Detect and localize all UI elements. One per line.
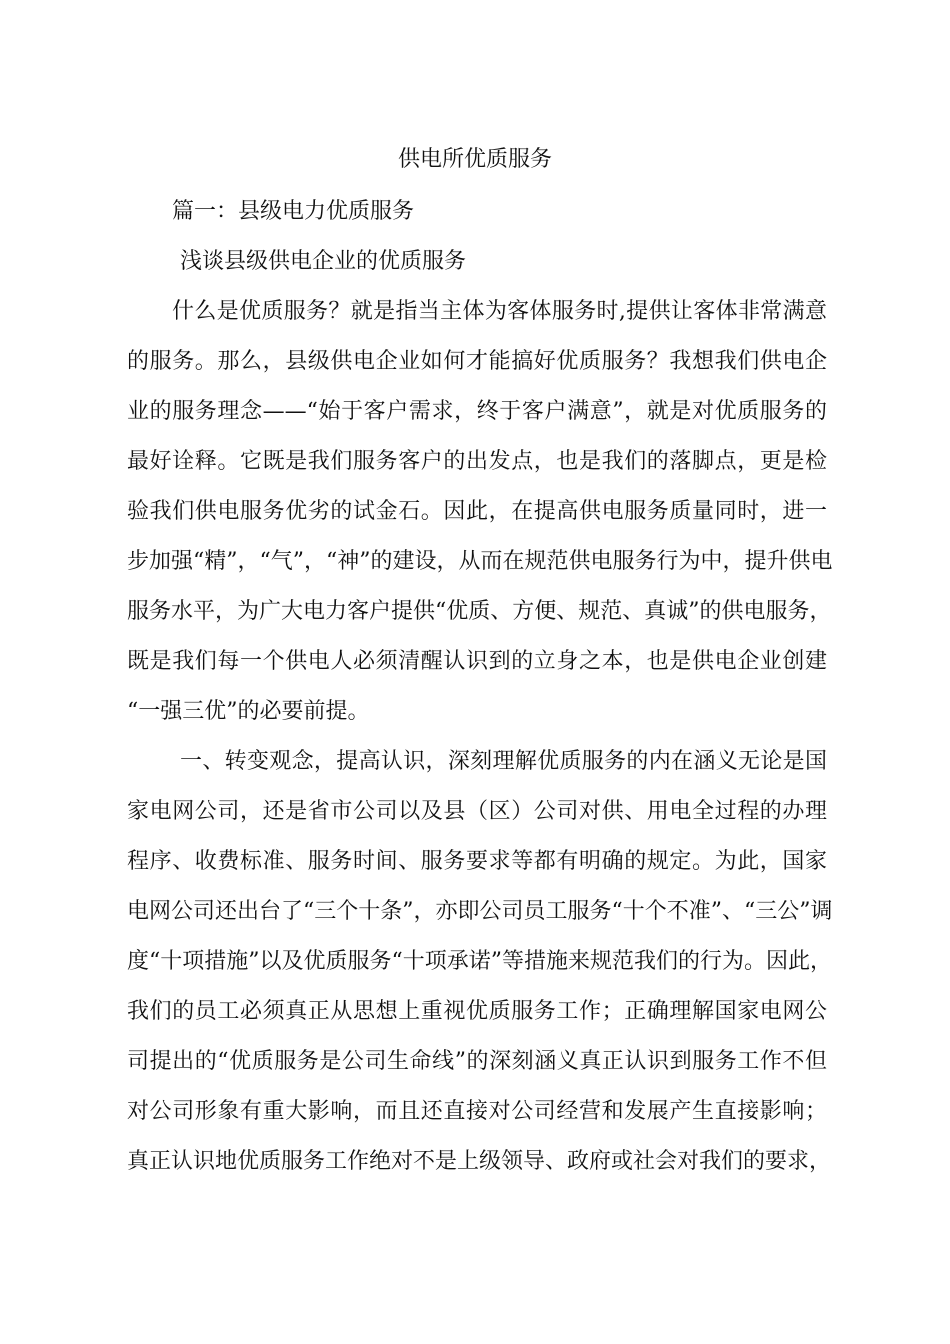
paragraph-2-line: 程序、收费标准、服务时间、服务要求等都有明确的规定。为此，国家 (127, 849, 827, 874)
paragraph-1-line: 业的服务理念——“始于客户需求，终于客户满意”，就是对优质服务的 (127, 399, 827, 424)
document-title: 供电所优质服务 (397, 147, 552, 172)
paragraph-1-line: 最好诠释。它既是我们服务客户的出发点，也是我们的落脚点，更是检 (127, 449, 827, 474)
paragraph-1-line: 什么是优质服务？就是指当主体为客体服务时,提供让客体非常满意 (172, 299, 827, 324)
paragraph-1-line: 既是我们每一个供电人必须清醒认识到的立身之本，也是供电企业创建 (127, 649, 827, 674)
paragraph-1-line: 的服务。那么，县级供电企业如何才能搞好优质服务？我想我们供电企 (127, 349, 827, 374)
paragraph-2-line: 电网公司还出台了“三个十条”，亦即公司员工服务“十个不准”、“三公”调 (127, 899, 833, 924)
paragraph-1-line: 步加强“精”，“气”，“神”的建设，从而在规范供电服务行为中，提升供电 (127, 549, 833, 574)
paragraph-2-line: 一、转变观念，提高认识，深刻理解优质服务的内在涵义无论是国 (180, 749, 827, 774)
paragraph-2-line: 我们的员工必须真正从思想上重视优质服务工作；正确理解国家电网公 (127, 999, 827, 1024)
paragraph-2-line: 对公司形象有重大影响，而且还直接对公司经营和发展产生直接影响； (127, 1099, 827, 1124)
paragraph-2-line: 度“十项措施”以及优质服务“十项承诺”等措施来规范我们的行为。因此， (127, 949, 832, 974)
paragraph-2-line: 家电网公司，还是省市公司以及县（区）公司对供、用电全过程的办理 (127, 799, 827, 824)
paragraph-1-line: 验我们供电服务优劣的试金石。因此，在提高供电服务质量同时，进一 (127, 499, 827, 524)
paragraph-2-line: 司提出的“优质服务是公司生命线”的深刻涵义真正认识到服务工作不但 (127, 1049, 827, 1074)
paragraph-1-line: 服务水平，为广大电力客户提供“优质、方便、规范、真诚”的供电服务， (127, 599, 832, 624)
paragraph-1-line: “一强三优”的必要前提。 (127, 699, 370, 724)
article-title: 浅谈县级供电企业的优质服务 (180, 249, 467, 274)
paragraph-2-line: 真正认识地优质服务工作绝对不是上级领导、政府或社会对我们的要求， (127, 1149, 832, 1174)
section-heading: 篇一：县级电力优质服务 (172, 199, 415, 224)
